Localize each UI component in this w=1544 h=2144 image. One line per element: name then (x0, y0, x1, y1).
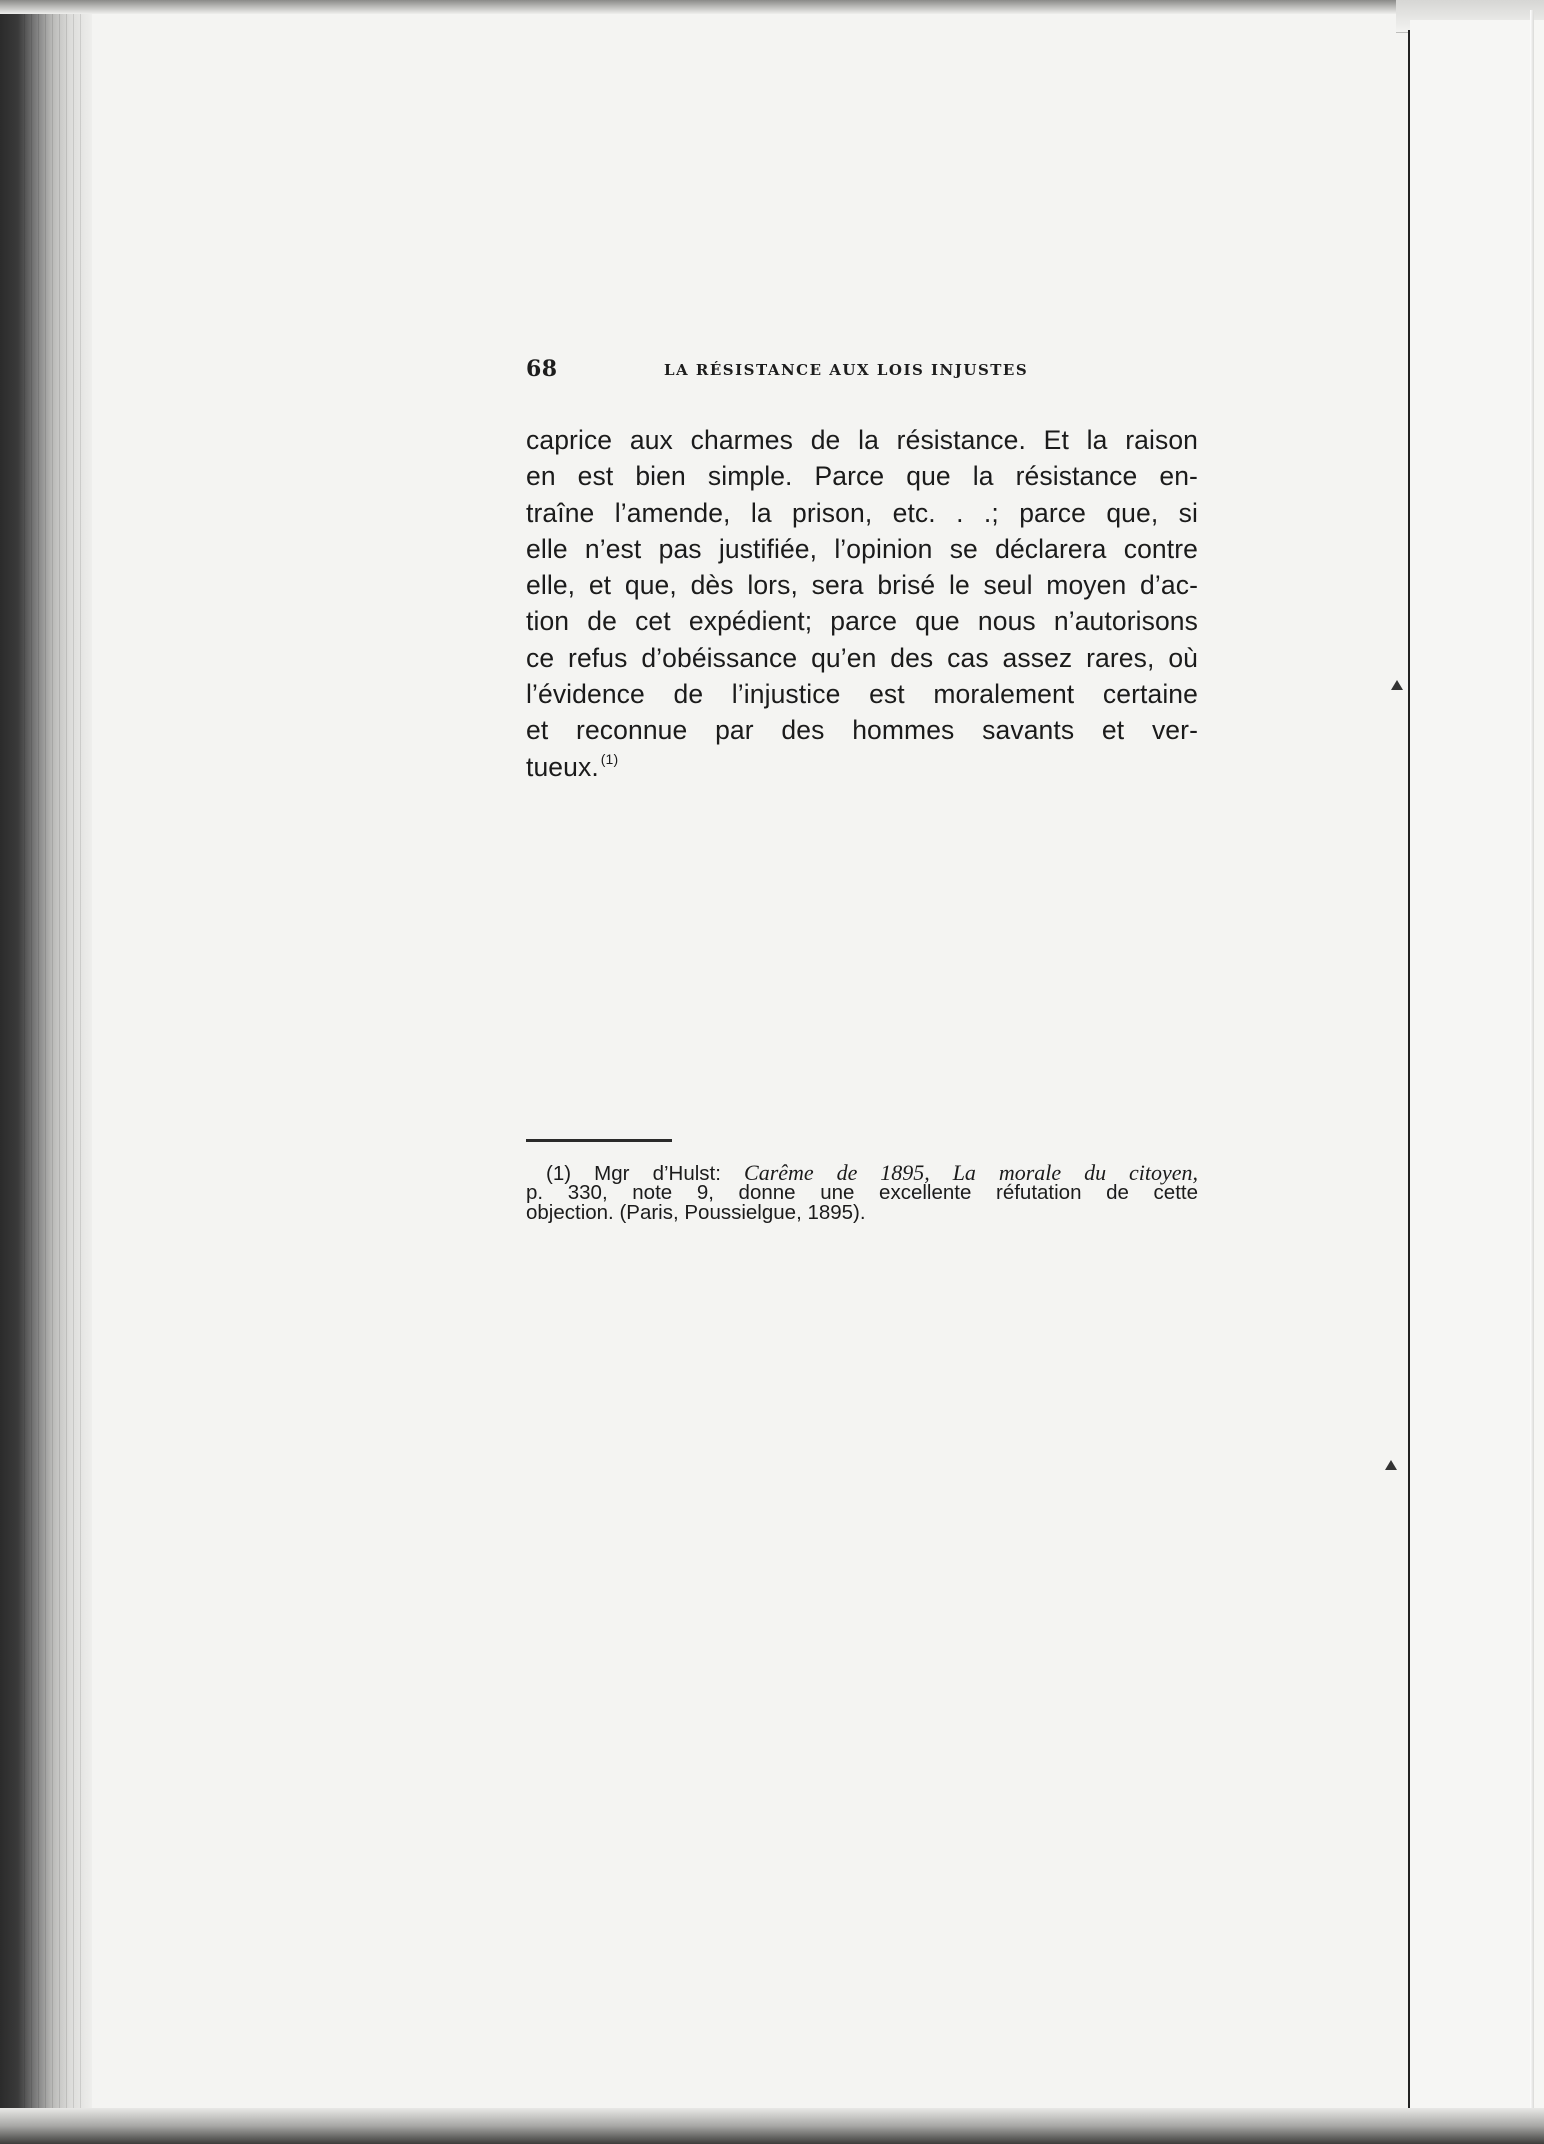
page-edge-stack (24, 0, 84, 2144)
footnote-line (526, 1160, 1198, 1185)
running-head (526, 356, 1066, 390)
footnote-work-title: Carême de 1895, La morale du citoyen, (744, 1160, 1198, 1185)
text-line-last (526, 749, 1198, 785)
page-gutter-line (1408, 30, 1410, 2120)
footnote-reference: (1) (600, 750, 619, 767)
bottom-scan-shadow (0, 2108, 1544, 2144)
text-line: elle n’est pas justifiée, l’opinion se déclarera contre (526, 533, 1198, 564)
footnote (526, 1160, 1198, 1224)
gutter-mark (1391, 680, 1403, 690)
top-scan-shadow (0, 0, 1544, 14)
body-paragraph (526, 422, 1198, 785)
text-line: caprice aux charmes de la résistance. Et la raison (526, 425, 1198, 455)
footnote-line: p. 330, note 9, donne une excellente réfutation de cette (526, 1181, 1198, 1204)
text-line: l’évidence de l’injustice est moralement certaine (526, 679, 1198, 710)
text-line: tueux. (526, 751, 599, 782)
text-line: en est bien simple. Parce que la résistance en- (526, 461, 1198, 492)
text-line: ce refus d’obéissance qu’en des cas assez rares, où (526, 642, 1198, 673)
footnote-author: Mgr d’Hulst: (594, 1162, 721, 1185)
facing-page-edge (1530, 10, 1534, 2110)
facing-page (1410, 20, 1544, 2120)
text-line: traîne l’amende, la prison, etc. . .; parce que, si (526, 497, 1198, 528)
footnote-rule (526, 1139, 672, 1142)
book-page (80, 0, 1410, 2120)
text-line: et reconnue par des hommes savants et ver- (526, 715, 1198, 746)
text-line: tion de cet expédient; parce que nous n’autorisons (526, 606, 1198, 637)
text-line: elle, et que, dès lors, sera brisé le seul moyen d’ac- (526, 570, 1198, 601)
gutter-mark (1385, 1460, 1397, 1470)
running-title: LA RÉSISTANCE AUX LOIS INJUSTES (664, 361, 1029, 379)
footnote-marker: (1) (546, 1162, 572, 1185)
page-number: 68 (526, 356, 558, 382)
footnote-line: objection. (Paris, Poussielgue, 1895). (526, 1201, 866, 1224)
